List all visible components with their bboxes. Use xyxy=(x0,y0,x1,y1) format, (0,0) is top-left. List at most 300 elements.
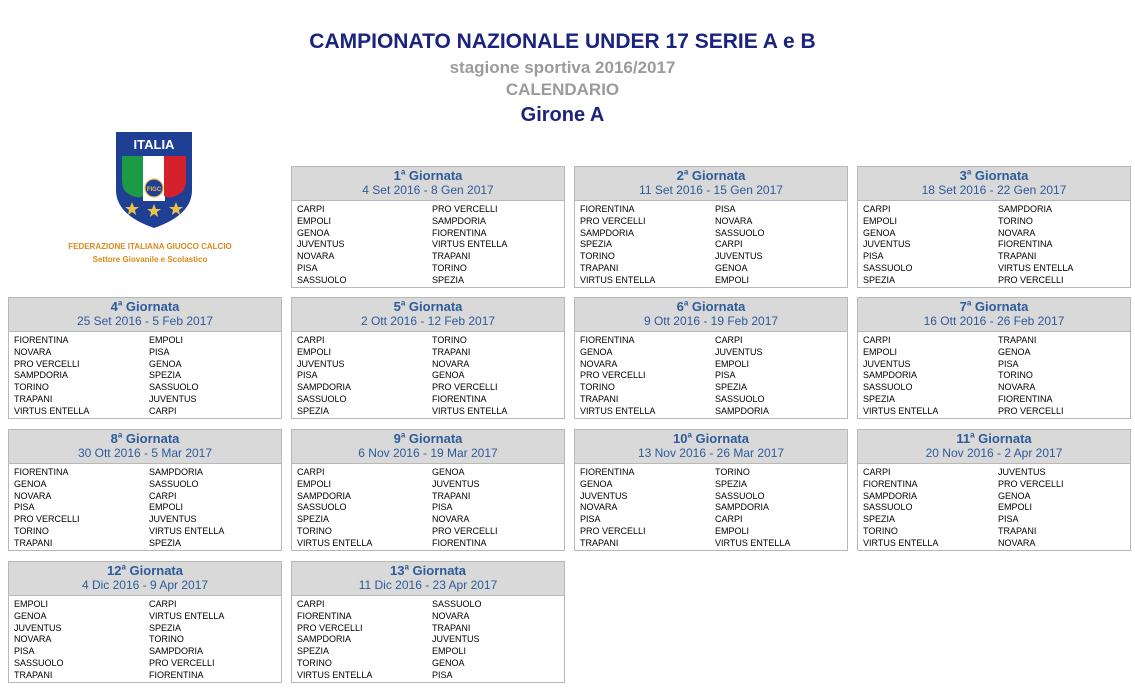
match-row xyxy=(863,263,1073,275)
match-row xyxy=(580,239,765,251)
round-header xyxy=(575,167,847,201)
round-label: Giornata xyxy=(691,168,746,183)
match-row xyxy=(580,467,790,479)
round-label: Giornata xyxy=(408,431,463,446)
round-label: Giornata xyxy=(129,563,183,578)
match-row xyxy=(863,347,1064,359)
away-team: PRO VERCELLI xyxy=(432,525,498,536)
calendar-label: CALENDARIO xyxy=(505,80,620,99)
away-team: PISA xyxy=(432,502,453,513)
round-header xyxy=(9,430,281,464)
away-team: SPEZIA xyxy=(715,478,748,489)
matches-table xyxy=(14,467,224,549)
home-team: PISA xyxy=(14,502,35,513)
round-dates: 4 Set 2016 - 8 Gen 2017 xyxy=(362,183,494,197)
away-team: NOVARA xyxy=(432,514,470,524)
round-number: 9 xyxy=(393,431,401,446)
away-team: PRO VERCELLI xyxy=(998,478,1064,489)
away-team: PISA xyxy=(998,358,1019,369)
home-team: SASSUOLO xyxy=(863,382,913,392)
round-header xyxy=(9,562,281,596)
away-team: SAMPDORIA xyxy=(715,405,770,416)
home-team: JUVENTUS xyxy=(863,358,911,369)
home-team: FIORENTINA xyxy=(14,335,69,345)
away-team: GENOA xyxy=(432,467,465,477)
away-team: EMPOLI xyxy=(149,502,184,513)
match-row xyxy=(580,526,790,538)
match-row xyxy=(14,467,224,479)
home-team: TORINO xyxy=(863,525,898,536)
round-title xyxy=(9,431,281,446)
match-row xyxy=(580,359,769,371)
round-label: Giornata xyxy=(125,431,180,446)
away-team: JUVENTUS xyxy=(149,393,197,404)
matches-table xyxy=(14,599,224,681)
home-team: CARPI xyxy=(297,335,325,345)
round-title xyxy=(9,563,281,578)
logo-country-text: ITALIA xyxy=(133,137,175,152)
home-team: PISA xyxy=(580,514,601,524)
round-number: 4 xyxy=(110,299,118,314)
home-team: EMPOLI xyxy=(297,478,332,489)
home-team: GENOA xyxy=(863,227,896,238)
match-row xyxy=(580,228,765,240)
home-team: SPEZIA xyxy=(297,405,330,416)
away-team: FIORENTINA xyxy=(432,537,487,548)
match-row xyxy=(297,228,507,240)
match-row xyxy=(580,216,765,228)
round-dates: 4 Dic 2016 - 9 Apr 2017 xyxy=(81,578,209,592)
home-team: JUVENTUS xyxy=(14,622,62,633)
match-row xyxy=(580,335,769,347)
match-row xyxy=(580,514,790,526)
round-number: 7 xyxy=(959,299,967,314)
round-label: Giornata xyxy=(695,431,749,446)
home-team: TORINO xyxy=(580,382,615,392)
away-team: PISA xyxy=(998,514,1019,524)
figc-logo xyxy=(60,130,240,270)
away-team: NOVARA xyxy=(998,382,1036,392)
round-header xyxy=(292,562,564,596)
away-team: EMPOLI xyxy=(149,335,184,345)
round-dates: 11 Dic 2016 - 23 Apr 2017 xyxy=(358,578,498,592)
round-ordinal: a xyxy=(687,430,692,440)
home-team: PRO VERCELLI xyxy=(580,215,646,226)
round-label: Giornata xyxy=(412,563,466,578)
home-team: FIORENTINA xyxy=(580,467,635,477)
away-team: JUVENTUS xyxy=(432,634,480,645)
home-team: TRAPANI xyxy=(580,393,619,404)
match-row xyxy=(580,538,790,550)
away-team: PRO VERCELLI xyxy=(432,204,498,214)
round-label: Giornata xyxy=(691,299,746,314)
round-title xyxy=(575,168,847,183)
away-team: VIRTUS ENTELLA xyxy=(432,405,508,416)
home-team: EMPOLI xyxy=(14,599,49,609)
round-card xyxy=(574,297,848,419)
round-header xyxy=(292,167,564,201)
home-team: FIORENTINA xyxy=(297,610,352,621)
match-row xyxy=(297,467,498,479)
round-title xyxy=(858,168,1130,183)
matches-table xyxy=(14,335,199,417)
round-card xyxy=(8,561,282,683)
home-team: SPEZIA xyxy=(580,239,613,250)
away-team: GENOA xyxy=(149,358,182,369)
home-team: SAMPDORIA xyxy=(297,490,352,501)
round-card xyxy=(291,297,565,419)
away-team: PRO VERCELLI xyxy=(998,405,1064,416)
round-label: Giornata xyxy=(408,299,463,314)
match-row xyxy=(863,491,1064,503)
match-row xyxy=(297,406,507,418)
round-dates: 25 Set 2016 - 5 Feb 2017 xyxy=(76,314,214,328)
away-team: TRAPANI xyxy=(432,251,471,261)
round-dates: 6 Nov 2016 - 19 Mar 2017 xyxy=(358,446,498,460)
home-team: SASSUOLO xyxy=(863,502,913,513)
match-row xyxy=(297,204,507,216)
round-dates: 30 Ott 2016 - 5 Mar 2017 xyxy=(77,446,213,460)
home-team: PISA xyxy=(297,370,318,381)
federation-name: FEDERAZIONE ITALIANA GIUOCO CALCIO xyxy=(68,242,232,251)
match-row xyxy=(297,646,482,658)
away-team: PISA xyxy=(715,370,736,381)
home-team: PRO VERCELLI xyxy=(14,514,80,524)
home-team: GENOA xyxy=(580,346,613,357)
home-team: VIRTUS ENTELLA xyxy=(580,274,656,285)
round-title xyxy=(575,299,847,314)
home-team: TRAPANI xyxy=(14,669,53,680)
away-team: EMPOLI xyxy=(715,274,750,285)
match-row xyxy=(14,599,224,611)
away-team: JUVENTUS xyxy=(149,514,197,524)
away-team: PISA xyxy=(715,204,736,214)
match-row xyxy=(580,382,769,394)
away-team: SPEZIA xyxy=(149,370,182,381)
match-row xyxy=(297,359,507,371)
away-team: EMPOLI xyxy=(715,525,750,536)
home-team: PRO VERCELLI xyxy=(580,370,646,381)
round-ordinal: a xyxy=(683,167,689,177)
home-team: CARPI xyxy=(863,467,891,477)
away-team: FIORENTINA xyxy=(998,393,1053,404)
match-row xyxy=(297,611,482,623)
home-team: GENOA xyxy=(297,227,330,238)
round-dates: 18 Set 2016 - 22 Gen 2017 xyxy=(921,183,1067,197)
round-dates: 2 Ott 2016 - 12 Feb 2017 xyxy=(360,314,496,328)
home-team: VIRTUS ENTELLA xyxy=(863,405,939,416)
home-team: SAMPDORIA xyxy=(297,634,352,645)
away-team: SAMPDORIA xyxy=(715,502,770,513)
away-team: SAMPDORIA xyxy=(432,215,487,226)
away-team: TRAPANI xyxy=(998,251,1037,261)
home-team: SAMPDORIA xyxy=(863,490,918,501)
round-header xyxy=(858,298,1130,332)
round-header xyxy=(292,430,564,464)
home-team: VIRTUS ENTELLA xyxy=(580,405,656,416)
matches-table xyxy=(297,335,507,417)
match-row xyxy=(297,670,482,682)
match-row xyxy=(14,335,199,347)
home-team: EMPOLI xyxy=(863,215,898,226)
away-team: GENOA xyxy=(998,490,1031,501)
match-row xyxy=(297,599,482,611)
match-row xyxy=(297,502,498,514)
match-row xyxy=(863,538,1064,550)
round-title xyxy=(292,168,564,183)
away-team: JUVENTUS xyxy=(998,467,1046,477)
round-header xyxy=(292,298,564,332)
away-team: SAMPDORIA xyxy=(149,646,204,656)
round-ordinal: a xyxy=(966,298,972,308)
round-card xyxy=(574,166,848,288)
round-card xyxy=(8,429,282,551)
round-dates: 16 Ott 2016 - 26 Feb 2017 xyxy=(923,314,1065,328)
match-row xyxy=(14,634,224,646)
home-team: CARPI xyxy=(863,204,891,214)
away-team: CARPI xyxy=(715,239,743,250)
away-team: TORINO xyxy=(432,262,467,273)
match-row xyxy=(14,406,199,418)
away-team: VIRTUS ENTELLA xyxy=(998,262,1074,273)
match-row xyxy=(297,216,507,228)
round-ordinal: a xyxy=(404,562,409,572)
match-row xyxy=(14,538,224,550)
round-dates: 13 Nov 2016 - 26 Mar 2017 xyxy=(637,446,785,460)
away-team: SPEZIA xyxy=(715,382,748,392)
home-team: PISA xyxy=(297,262,318,273)
home-team: SPEZIA xyxy=(297,514,330,524)
home-team: PRO VERCELLI xyxy=(580,525,646,536)
away-team: SPEZIA xyxy=(432,274,465,285)
round-label: Giornata xyxy=(408,168,463,183)
away-team: PRO VERCELLI xyxy=(149,657,215,668)
match-row xyxy=(14,382,199,394)
match-row xyxy=(297,370,507,382)
home-team: VIRTUS ENTELLA xyxy=(297,537,373,548)
match-row xyxy=(863,479,1064,491)
away-team: JUVENTUS xyxy=(715,346,763,357)
away-team: SASSUOLO xyxy=(715,490,765,501)
round-header xyxy=(575,298,847,332)
page-title: CAMPIONATO NAZIONALE UNDER 17 SERIE A e B xyxy=(309,30,816,53)
home-team: SAMPDORIA xyxy=(14,370,69,381)
home-team: JUVENTUS xyxy=(580,490,628,501)
match-row xyxy=(297,335,507,347)
round-number: 1 xyxy=(393,168,401,183)
away-team: SAMPDORIA xyxy=(998,204,1053,214)
matches-table xyxy=(580,204,765,286)
matches-table xyxy=(297,599,482,681)
match-row xyxy=(14,611,224,623)
home-team: NOVARA xyxy=(14,634,52,645)
home-team: SASSUOLO xyxy=(14,657,64,668)
round-number: 10 xyxy=(672,431,688,446)
away-team: FIORENTINA xyxy=(432,227,487,238)
round-number: 3 xyxy=(959,168,967,183)
match-row xyxy=(297,394,507,406)
home-team: TRAPANI xyxy=(14,393,53,404)
home-team: FIORENTINA xyxy=(580,335,635,345)
home-team: TORINO xyxy=(297,657,332,668)
away-team: JUVENTUS xyxy=(715,251,763,261)
home-team: PRO VERCELLI xyxy=(14,358,80,369)
away-team: TORINO xyxy=(432,335,467,345)
home-team: JUVENTUS xyxy=(297,239,345,250)
away-team: TORINO xyxy=(715,467,750,477)
match-row xyxy=(297,382,507,394)
round-ordinal: a xyxy=(966,167,972,177)
round-card xyxy=(8,297,282,419)
match-row xyxy=(863,382,1064,394)
home-team: NOVARA xyxy=(14,346,52,357)
home-team: GENOA xyxy=(580,478,613,489)
match-row xyxy=(14,646,224,658)
home-team: SAMPDORIA xyxy=(580,227,635,238)
home-team: JUVENTUS xyxy=(297,358,345,369)
home-team: GENOA xyxy=(14,610,47,621)
matches-table xyxy=(297,204,507,286)
home-team: EMPOLI xyxy=(863,346,898,357)
match-row xyxy=(14,658,224,670)
round-number: 5 xyxy=(393,299,401,314)
round-label: Giornata xyxy=(125,299,180,314)
match-row xyxy=(580,370,769,382)
home-team: NOVARA xyxy=(14,490,52,501)
round-ordinal: a xyxy=(683,298,689,308)
away-team: CARPI xyxy=(149,490,177,501)
away-team: SASSUOLO xyxy=(149,478,199,489)
away-team: CARPI xyxy=(149,405,177,416)
home-team: CARPI xyxy=(863,335,891,345)
home-team: SPEZIA xyxy=(863,274,896,285)
round-header xyxy=(575,430,847,464)
home-team: TORINO xyxy=(580,251,615,261)
match-row xyxy=(863,514,1064,526)
sector-name: Settore Giovanile e Scolastico xyxy=(92,255,208,264)
match-row xyxy=(863,394,1064,406)
match-row xyxy=(297,347,507,359)
away-team: GENOA xyxy=(998,346,1031,357)
round-number: 8 xyxy=(110,431,118,446)
matches-table xyxy=(580,467,790,549)
match-row xyxy=(580,263,765,275)
home-team: TORINO xyxy=(14,382,49,392)
round-card xyxy=(291,561,565,683)
match-row xyxy=(863,275,1073,287)
away-team: SASSUOLO xyxy=(432,599,482,609)
home-team: VIRTUS ENTELLA xyxy=(14,405,90,416)
away-team: FIORENTINA xyxy=(149,669,204,680)
home-team: PISA xyxy=(14,646,35,656)
round-number: 6 xyxy=(676,299,684,314)
match-row xyxy=(14,514,224,526)
home-team: GENOA xyxy=(14,478,47,489)
match-row xyxy=(14,370,199,382)
matches-table xyxy=(580,335,769,417)
away-team: TRAPANI xyxy=(998,525,1037,536)
away-team: PRO VERCELLI xyxy=(998,274,1064,285)
home-team: TORINO xyxy=(14,525,49,536)
matches-table xyxy=(863,335,1064,417)
away-team: TRAPANI xyxy=(432,490,471,501)
round-number: 12 xyxy=(106,563,122,578)
home-team: SPEZIA xyxy=(863,393,896,404)
match-row xyxy=(297,239,507,251)
round-card xyxy=(291,166,565,288)
home-team: FIORENTINA xyxy=(14,467,69,477)
away-team: VIRTUS ENTELLA xyxy=(715,537,791,548)
match-row xyxy=(580,204,765,216)
away-team: TRAPANI xyxy=(432,346,471,357)
round-dates: 9 Ott 2016 - 19 Feb 2017 xyxy=(643,314,779,328)
match-row xyxy=(297,538,498,550)
home-team: PRO VERCELLI xyxy=(297,622,363,633)
home-team: PISA xyxy=(863,251,884,261)
away-team: FIORENTINA xyxy=(998,239,1053,250)
away-team: EMPOLI xyxy=(715,358,750,369)
match-row xyxy=(14,623,224,635)
round-ordinal: a xyxy=(400,298,406,308)
match-row xyxy=(297,275,507,287)
match-row xyxy=(14,491,224,503)
away-team: CARPI xyxy=(715,514,743,524)
match-row xyxy=(863,467,1064,479)
away-team: NOVARA xyxy=(432,610,470,621)
match-row xyxy=(580,251,765,263)
home-team: TRAPANI xyxy=(14,537,53,548)
figc-shield-icon xyxy=(114,130,194,230)
match-row xyxy=(297,634,482,646)
round-card xyxy=(291,429,565,551)
round-ordinal: a xyxy=(121,562,126,572)
home-team: NOVARA xyxy=(580,502,618,513)
home-team: FIORENTINA xyxy=(580,204,635,214)
match-row xyxy=(297,251,507,263)
season-label: stagione sportiva 2016/2017 xyxy=(449,58,676,77)
home-team: JUVENTUS xyxy=(863,239,911,250)
away-team: SAMPDORIA xyxy=(149,467,204,477)
home-team: SAMPDORIA xyxy=(863,370,918,381)
match-row xyxy=(580,394,769,406)
round-dates: 11 Set 2016 - 15 Gen 2017 xyxy=(639,183,783,197)
home-team: NOVARA xyxy=(297,251,335,261)
away-team: GENOA xyxy=(715,262,748,273)
away-team: PISA xyxy=(149,346,170,357)
away-team: TRAPANI xyxy=(998,335,1037,345)
matches-table xyxy=(297,467,498,549)
away-team: VIRTUS ENTELLA xyxy=(432,239,508,250)
round-card xyxy=(574,429,848,551)
round-number: 11 xyxy=(956,431,971,446)
round-title xyxy=(858,431,1130,446)
round-ordinal: a xyxy=(117,430,123,440)
home-team: CARPI xyxy=(297,204,325,214)
match-row xyxy=(297,491,498,503)
home-team: FIORENTINA xyxy=(863,478,918,489)
home-team: SPEZIA xyxy=(297,646,330,656)
away-team: SPEZIA xyxy=(149,537,182,548)
round-ordinal: a xyxy=(400,430,406,440)
away-team: TRAPANI xyxy=(432,622,471,633)
match-row xyxy=(297,623,482,635)
match-row xyxy=(580,275,765,287)
away-team: TORINO xyxy=(998,215,1033,226)
round-label: Giornata xyxy=(974,299,1029,314)
home-team: SASSUOLO xyxy=(297,502,347,513)
home-team: EMPOLI xyxy=(297,215,332,226)
match-row xyxy=(14,359,199,371)
